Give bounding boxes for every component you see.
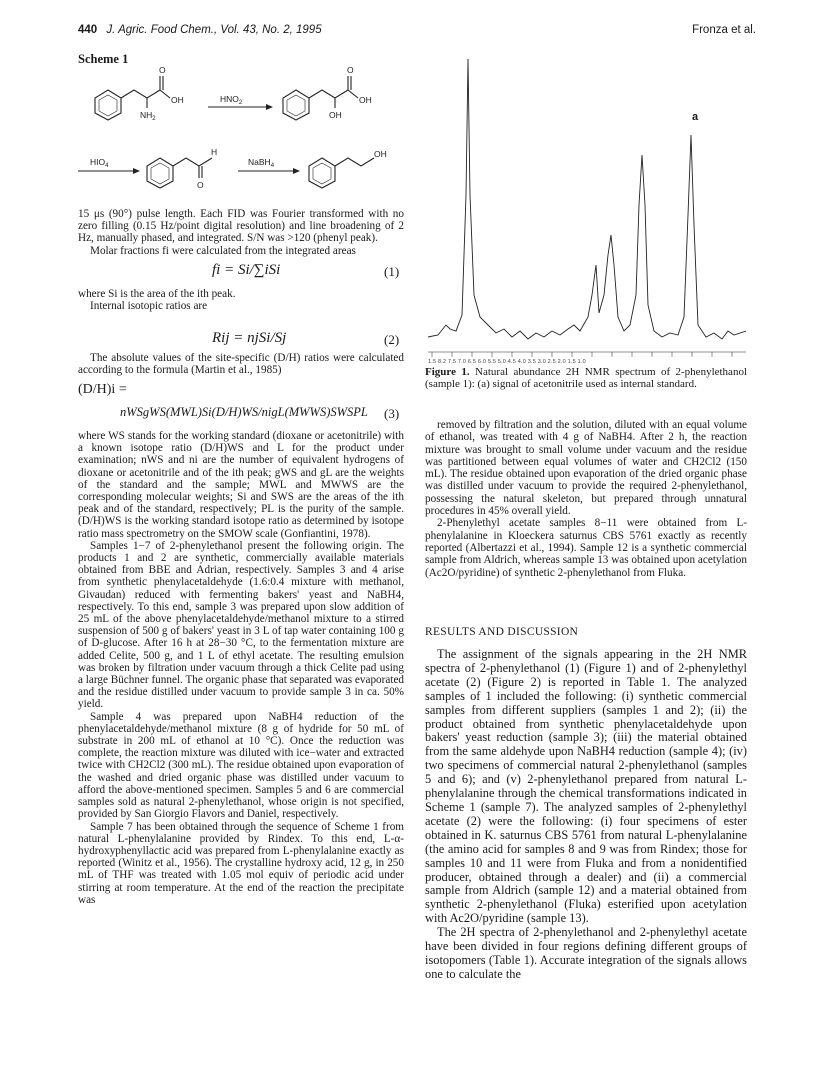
left-column-top bbox=[78, 208, 404, 257]
right-column-results bbox=[425, 648, 747, 982]
axis-tick-labels: 1.5 8.2 7.5 7.0 6.5 6.0 5.5 5.0 4.5 4.0 3.5 3.0 2.5 2.0 1.5 1.0 bbox=[428, 359, 586, 365]
section-heading: RESULTS AND DISCUSSION bbox=[425, 626, 579, 638]
paragraph: removed by filtration and the solution, diluted with an equal volume of ethanol, was treated with 4 g of NaBH4. After 2 h, the reaction mixture was brought to small volume under vacuum and the residue was partitioned between equal volumes of water and CH2Cl2 (150 mL). The residue obtained upon evaporation of the dried organic phase was distilled under vacuum to provide the required 2-phenylethanol, possessing the natural skeleton, but prepared through unnatural procedures in 45% overall yield. bbox=[425, 419, 747, 518]
spectrum-trace bbox=[428, 59, 746, 339]
right-column-top bbox=[425, 419, 747, 579]
label-o-2: O bbox=[347, 65, 354, 75]
scheme-title: Scheme 1 bbox=[78, 52, 129, 66]
label-nh2: $NH_2$ bbox=[140, 110, 156, 122]
reaction-scheme bbox=[78, 62, 408, 202]
equation-3-number: (3) bbox=[384, 406, 400, 421]
equation-3-rhs: nWSgWS(MWL)Si(D/H)WS/nigL(MWWS)SWSPL bbox=[120, 405, 368, 419]
page-number: 440 bbox=[78, 24, 98, 36]
paragraph: Samples 1−7 of 2-phenylethanol present the following origin. The products 1 and 2 are synthetic, commercially available materials obtained from BBE and Adrian, respectively. Samples 3 and 4 arise from synthetic phenylacetaldehyde (1.6:0.4 mixture with methanol, Givaudan) reduced with fermenting bakers' yeast and NaBH4, respectively. To this end, sample 3 was prepared upon slow addition of 25 mL of the above phenylacetaldehyde/methanol mixture to a stirred suspension of 500 g of bakers' yeast in 3 L of tap water containing 100 g of D-glucose. After 16 h at 28−30 °C, to the fermentation mixture are added Celite, 500 g, and 1 L of ethyl acetate. The resulting emulsion was broken by filtration under vacuum through a thick Celite pad using a large Büchner funnel. The organic phase that separated was evaporated and the residue distilled under vacuum to provide sample 3 in ca. 50% yield. bbox=[78, 539, 404, 711]
label-oh-3: OH bbox=[329, 110, 342, 120]
label-hno2: $HNO_2$ bbox=[220, 94, 243, 106]
label-oh-4: OH bbox=[374, 149, 387, 159]
paragraph: Sample 7 has been obtained through the sequence of Scheme 1 from natural L-phenylalanine provided by Rindex. To this end, L-α-hydroxyphenyllactic acid was prepared from L-phenylalanine exactly as reported (Winitz et al., 1956). The crystalline hydroxy acid, 12 g, in 250 mL of THF was treated with 1.05 mol equiv of periodic acid under stirring at room temperature. At the end of the reaction the precipitate was bbox=[78, 820, 404, 906]
paragraph: The assignment of the signals appearing in the 2H NMR spectra of 2-phenylethanol (1) (Figure 1) and of 2-phenylethyl acetate (2) (Figure 2) is reported in Table 1. The analyzed samples of 1 included the following: (i) synthetic commercial samples from different suppliers (samples 1 and 2); (ii) the product obtained from synthetic phenylacetaldehyde upon bakers' yeast reduction (sample 3); (iii) the material obtained from the same aldehyde upon NaBH4 reduction (sample 4); (iv) two specimens of commercial natural 2-phenylethanol (samples 5 and 6); and (v) 2-phenylethanol prepared from natural L-phenylalanine through the chemical transformations indicated in Scheme 1 (sample 7). The analyzed samples of 2-phenylethyl acetate (2) were the following: (i) four specimens of ester obtained in K. saturnus CBS 5761 from natural L-phenylalanine (the amino acid for samples 8 and 9 was from Rindex; those for samples 10 and 11 were from Fluka and from a nonidentified producer, obtained through a dealer) and (ii) a commercial sample from Aldrich (sample 12) and a material obtained from synthetic 2-phenylethanol (Fluka) esterified upon acetylation with Ac2O/pyridine (sample 13). bbox=[425, 647, 747, 926]
figure-caption bbox=[425, 366, 747, 390]
axis-ticks bbox=[432, 352, 732, 357]
equation-2-number: (2) bbox=[384, 332, 400, 347]
peak-label-a: a bbox=[692, 111, 699, 123]
paragraph: 2-Phenylethyl acetate samples 8−11 were obtained from L-phenylalanine in Kloeckera saturnus CBS 5761 exactly as recently reported (Albertazzi et al., 1994). Sample 12 is a synthetic commercial sample from Aldrich, whereas sample 13 was obtained upon acetylation (Ac2O/pyridine) of synthetic 2-phenylethanol from Fluka. bbox=[425, 517, 747, 579]
equation-1: fi = Si/∑iSi bbox=[212, 262, 281, 278]
label-o-3: O bbox=[197, 180, 204, 190]
equation-1-number: (1) bbox=[384, 264, 400, 279]
equation-2: Rij = njSi/Sj bbox=[212, 330, 287, 346]
paragraph: Molar fractions fi were calculated from the integrated areas bbox=[90, 244, 356, 257]
label-o-1: O bbox=[159, 65, 166, 75]
equation-3-lhs: (D/H)i = bbox=[78, 382, 127, 397]
paragraph: Internal isotopic ratios are bbox=[90, 300, 208, 313]
left-column-formula-intro bbox=[78, 352, 404, 376]
paragraph: Sample 4 was prepared upon NaBH4 reduction of the phenylacetaldehyde/methanol mixture (8 g of hydride for 50 mL of substrate in 200 mL of ethanol at 10 °C). Once the reduction was complete, the reaction mixture was diluted with ice−water and extracted twice with CH2Cl2 (300 mL). The residue obtained upon evaporation of the washed and dried organic phase was distilled under vacuum to afford the above-mentioned specimen. Samples 5 and 6 are commercial samples sold as natural 2-phenylethanol, whose origin is not specified, provided by San Giorgio Flavors and Daniel, respectively. bbox=[78, 710, 404, 821]
label-oh-1: OH bbox=[171, 95, 184, 105]
label-hio4: $HIO_4$ bbox=[90, 157, 109, 169]
paragraph: where WS stands for the working standard (dioxane or acetonitrile) with a known isotope ratio (D/H)WS and L for the product under examination; nWS and ni are the number of equivalent hydrogens of dioxane or acetonitrile and of the ith peak; gWS and gL are the weights of the standard and the sample; MWL and MWWS are the corresponding molecular weights; Si and SWS are the areas of the ith peak and of the standard, respectively; PL is the purity of the sample. (D/H)WS is the working standard isotope ratio as determined by isotope ratio mass spectrometry on the SMOW scale (Gonfiantini, 1978). bbox=[78, 430, 404, 540]
running-header-left bbox=[78, 24, 322, 36]
figure-caption-text: Natural abundance 2H NMR spectrum of 2-phenylethanol (sample 1): (a) signal of acetonitrile used as internal standard. bbox=[425, 366, 748, 390]
label-h: H bbox=[211, 147, 218, 157]
nmr-spectrum-figure bbox=[428, 55, 746, 365]
left-column-main bbox=[78, 430, 404, 906]
left-column-defs bbox=[78, 288, 404, 312]
figure-caption-label: Figure 1. bbox=[425, 366, 470, 378]
label-oh-2: OH bbox=[359, 95, 372, 105]
journal-citation: J. Agric. Food Chem., Vol. 43, No. 2, 1995 bbox=[106, 24, 322, 36]
paragraph: The absolute values of the site-specific (D/H) ratios were calculated according to the formula (Martin et al., 1985) bbox=[78, 352, 404, 377]
paragraph: 15 μs (90°) pulse length. Each FID was Fourier transformed with no zero filling (0.15 Hz/point digital resolution) and line broadening of 2 Hz, manually phased, and integrated. S/N was >120 (phenyl peak). bbox=[78, 208, 404, 245]
paragraph: The 2H spectra of 2-phenylethanol and 2-phenylethyl acetate have been divided in four regions defining different groups of isotopomers (Table 1). Accurate integration of the signals allows one to calculate the bbox=[425, 925, 747, 981]
running-header-authors: Fronza et al. bbox=[692, 24, 756, 36]
label-nabh4: NaBH$_4$ bbox=[248, 157, 275, 169]
paragraph: where Si is the area of the ith peak. bbox=[78, 288, 236, 300]
